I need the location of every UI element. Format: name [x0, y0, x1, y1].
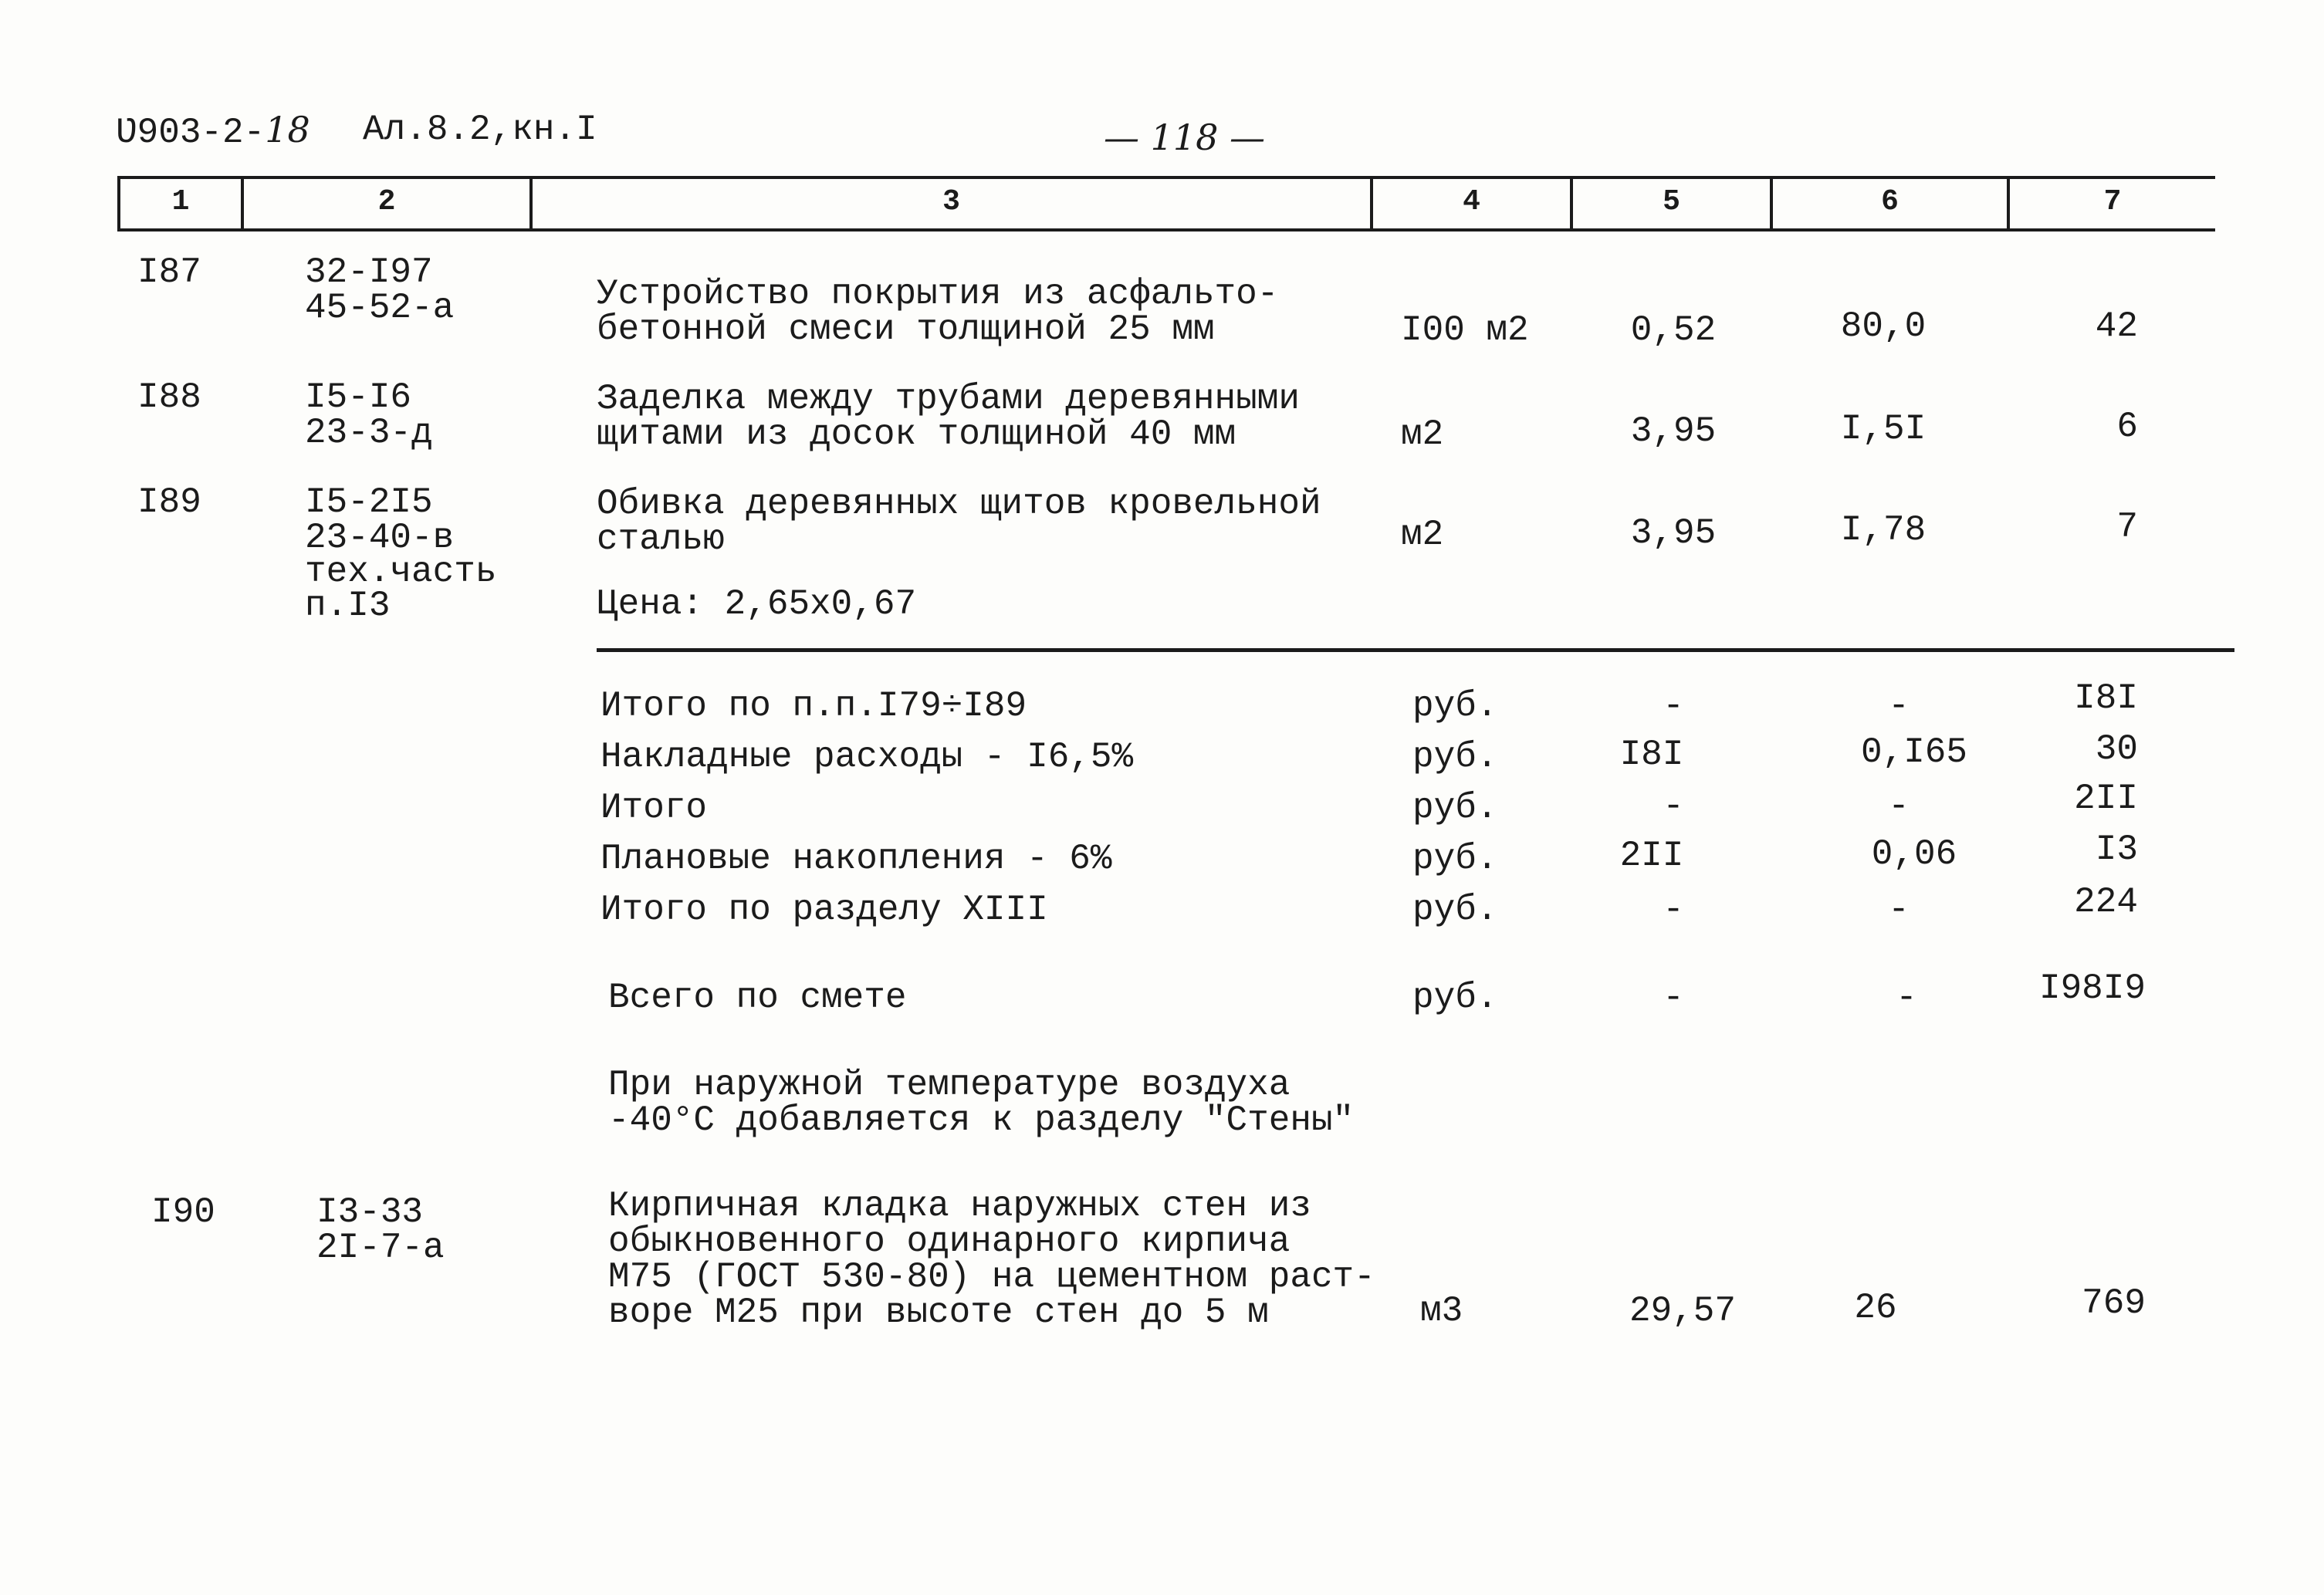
quantity: 29,57 — [1629, 1291, 1737, 1331]
summary-rate: 0,06 — [1871, 834, 1957, 874]
grand-total-value: I98I9 — [2038, 968, 2146, 1009]
document-code-handwritten: 18 — [265, 109, 310, 150]
unit: м2 — [1401, 515, 1444, 555]
grand-total-base: - — [1663, 978, 1684, 1018]
grand-total-rate: - — [1896, 978, 1917, 1018]
rate-code: 23-3-д — [305, 413, 433, 453]
rate-code: п.I3 — [305, 586, 391, 626]
rate-code: I5-I6 — [305, 377, 412, 417]
work-description: щитами из досок толщиной 40 мм — [597, 414, 1236, 455]
summary-rate: - — [1888, 686, 1910, 726]
summary-label: Накладные расходы - I6,5% — [600, 737, 1134, 777]
quantity: 3,95 — [1630, 411, 1717, 451]
work-description: Устройство покрытия из асфальто- — [597, 274, 1279, 314]
summary-base: I8I — [1619, 735, 1684, 775]
rate-code: 2I-7-а — [316, 1228, 445, 1268]
summary-base: - — [1663, 686, 1684, 726]
summary-total: 224 — [2074, 882, 2138, 922]
unit: I00 м2 — [1401, 310, 1529, 350]
note-line: -40°C добавляется к разделу "Стены" — [608, 1100, 1355, 1140]
column-header-4: 4 — [1463, 185, 1480, 218]
work-description: сталью — [597, 519, 725, 559]
document-code-prefix: Ʋ903-2- — [116, 113, 266, 153]
grand-total-unit: руб. — [1412, 978, 1498, 1018]
summary-base: - — [1663, 786, 1684, 826]
unit: м2 — [1401, 414, 1444, 455]
column-header-2: 2 — [377, 185, 396, 218]
summary-label: Итого — [600, 788, 708, 828]
work-description: Заделка между трубами деревянными — [597, 379, 1300, 419]
unit-price: I,78 — [1840, 510, 1927, 550]
total-cost: 42 — [2095, 306, 2138, 346]
rate-code: I3-33 — [316, 1192, 424, 1232]
total-cost: 7 — [2116, 507, 2138, 547]
rate-code: 32-I97 — [305, 252, 433, 292]
work-description: Кирпичная кладка наружных стен из — [608, 1186, 1311, 1226]
unit-price: 26 — [1854, 1288, 1897, 1328]
total-cost: 6 — [2116, 407, 2138, 447]
section-divider — [597, 648, 2234, 652]
summary-base: - — [1663, 890, 1684, 930]
document-code — [116, 109, 310, 153]
summary-total: 30 — [2095, 729, 2138, 769]
work-description: бетонной смеси толщиной 25 мм — [597, 309, 1215, 350]
work-description: обыкновенного одинарного кирпича — [608, 1222, 1291, 1262]
summary-total: I8I — [2074, 678, 2138, 718]
column-header-7: 7 — [2103, 185, 2122, 218]
grand-total-label: Всего по смете — [608, 978, 907, 1018]
rate-code: тех.часть — [305, 552, 497, 592]
column-header-6: 6 — [1881, 185, 1899, 218]
summary-rate: - — [1888, 890, 1910, 930]
column-header-5: 5 — [1663, 185, 1680, 218]
unit-price: 80,0 — [1840, 306, 1927, 346]
summary-total: I3 — [2095, 830, 2138, 870]
summary-label: Итого по п.п.I79÷I89 — [600, 686, 1027, 726]
summary-unit: руб. — [1412, 788, 1498, 828]
work-description: М75 (ГОСТ 530-80) на цементном раст- — [608, 1257, 1375, 1297]
quantity: 3,95 — [1630, 513, 1717, 553]
summary-total: 2II — [2074, 779, 2138, 819]
album-reference: Ал.8.2,кн.I — [363, 110, 597, 150]
summary-unit: руб. — [1412, 890, 1498, 930]
row-number: I89 — [137, 482, 201, 522]
rate-code: 45-52-а — [305, 288, 455, 328]
column-header-3: 3 — [942, 185, 960, 218]
summary-rate: - — [1888, 786, 1910, 826]
work-description: Обивка деревянных щитов кровельной — [597, 484, 1321, 524]
summary-base: 2II — [1619, 836, 1684, 876]
rate-code: I5-2I5 — [305, 482, 433, 522]
column-header-1: 1 — [171, 185, 190, 218]
work-description: воре М25 при высоте стен до 5 м — [608, 1293, 1269, 1333]
unit-price: I,5I — [1840, 409, 1927, 449]
row-number: I87 — [137, 252, 201, 292]
row-number: I88 — [137, 377, 201, 417]
summary-label: Плановые накопления - 6% — [600, 839, 1112, 879]
rate-code: 23-40-в — [305, 518, 455, 558]
note-line: При наружной температуре воздуха — [608, 1065, 1291, 1105]
price-formula: Цена: 2,65x0,67 — [597, 584, 917, 624]
page-number: — 118 — — [1104, 117, 1266, 158]
summary-rate: 0,I65 — [1860, 732, 1968, 772]
summary-unit: руб. — [1412, 839, 1498, 879]
summary-label: Итого по разделу XIII — [600, 890, 1048, 930]
row-number: I90 — [151, 1192, 215, 1232]
unit: м3 — [1420, 1291, 1463, 1331]
summary-unit: руб. — [1412, 737, 1498, 777]
quantity: 0,52 — [1630, 310, 1717, 350]
total-cost: 769 — [2082, 1283, 2146, 1323]
summary-unit: руб. — [1412, 686, 1498, 726]
